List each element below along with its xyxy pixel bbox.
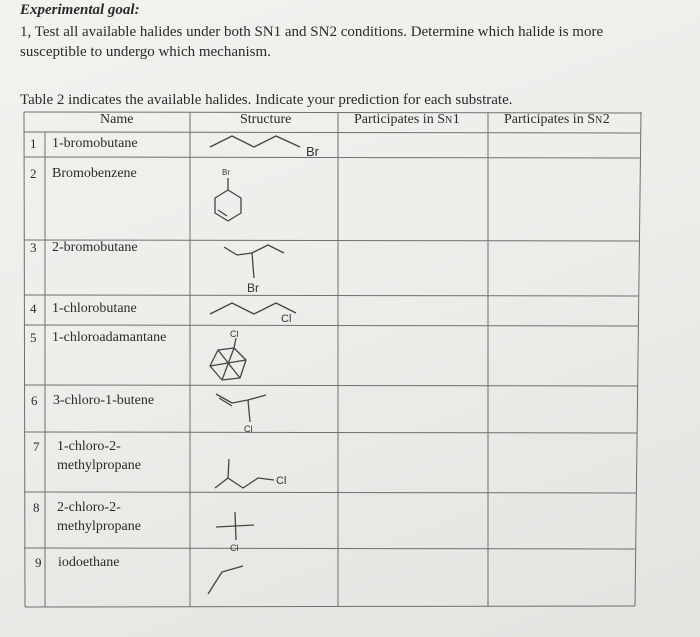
row-4-number: 4 [30, 301, 37, 316]
header-name: Name [100, 112, 134, 127]
table-caption: Table 2 indicates the available halides. Indicate your prediction for each substrate. [20, 92, 513, 108]
header-sn2-suffix: 2 [602, 112, 610, 127]
header-sn1-sub: N [445, 115, 453, 126]
goal-text: 1, Test all available halides under both SN1 and SN2 conditions. Determine which halide is more susceptible to undergo which mechanism. [20, 24, 604, 60]
row-6-atom-label: Cl [244, 424, 253, 434]
row-8-number: 8 [33, 500, 40, 515]
row-7-number: 7 [33, 439, 40, 454]
row-7-atom-label: Cl [276, 475, 287, 487]
row-6-name: 3-chloro-1-butene [53, 393, 155, 408]
row-4-name: 1-chlorobutane [52, 301, 137, 316]
row-7-name: 1-chloro-2-methylpropane [57, 439, 141, 473]
goal-heading: Experimental goal: [20, 2, 140, 18]
row-3-number: 3 [30, 240, 37, 255]
header-sn2 [504, 112, 610, 128]
row-4-atom-label: Cl [281, 313, 292, 325]
row-5-atom-label: Cl [230, 329, 239, 339]
row-3-name: 2-bromobutane [52, 240, 138, 255]
row-1-number: 1 [30, 136, 37, 151]
row-6-number: 6 [31, 393, 38, 408]
row-5-name: 1-chloroadamantane [52, 330, 167, 345]
row-9-number: 9 [35, 555, 42, 570]
row-3-atom-label: Br [247, 281, 259, 295]
header-sn2-prefix: Participates in S [504, 112, 595, 127]
row-8-atom-label: Cl [230, 543, 239, 553]
header-sn1-suffix: 1 [452, 112, 460, 127]
row-5-number: 5 [30, 330, 37, 345]
row-1-name: 1-bromobutane [52, 136, 138, 151]
row-2-name: Bromobenzene [52, 166, 137, 181]
header-structure: Structure [240, 112, 292, 127]
row-9-name: iodoethane [58, 555, 120, 570]
row-1-atom-label: Br [306, 144, 319, 159]
header-sn1-prefix: Participates in S [354, 112, 445, 127]
header-sn1 [354, 112, 460, 128]
row-8-name: 2-chloro-2-methylpropane [57, 500, 141, 534]
header-sn2-sub: N [595, 115, 603, 126]
row-2-atom-label: Br [222, 168, 230, 177]
row-2-number: 2 [30, 166, 37, 181]
